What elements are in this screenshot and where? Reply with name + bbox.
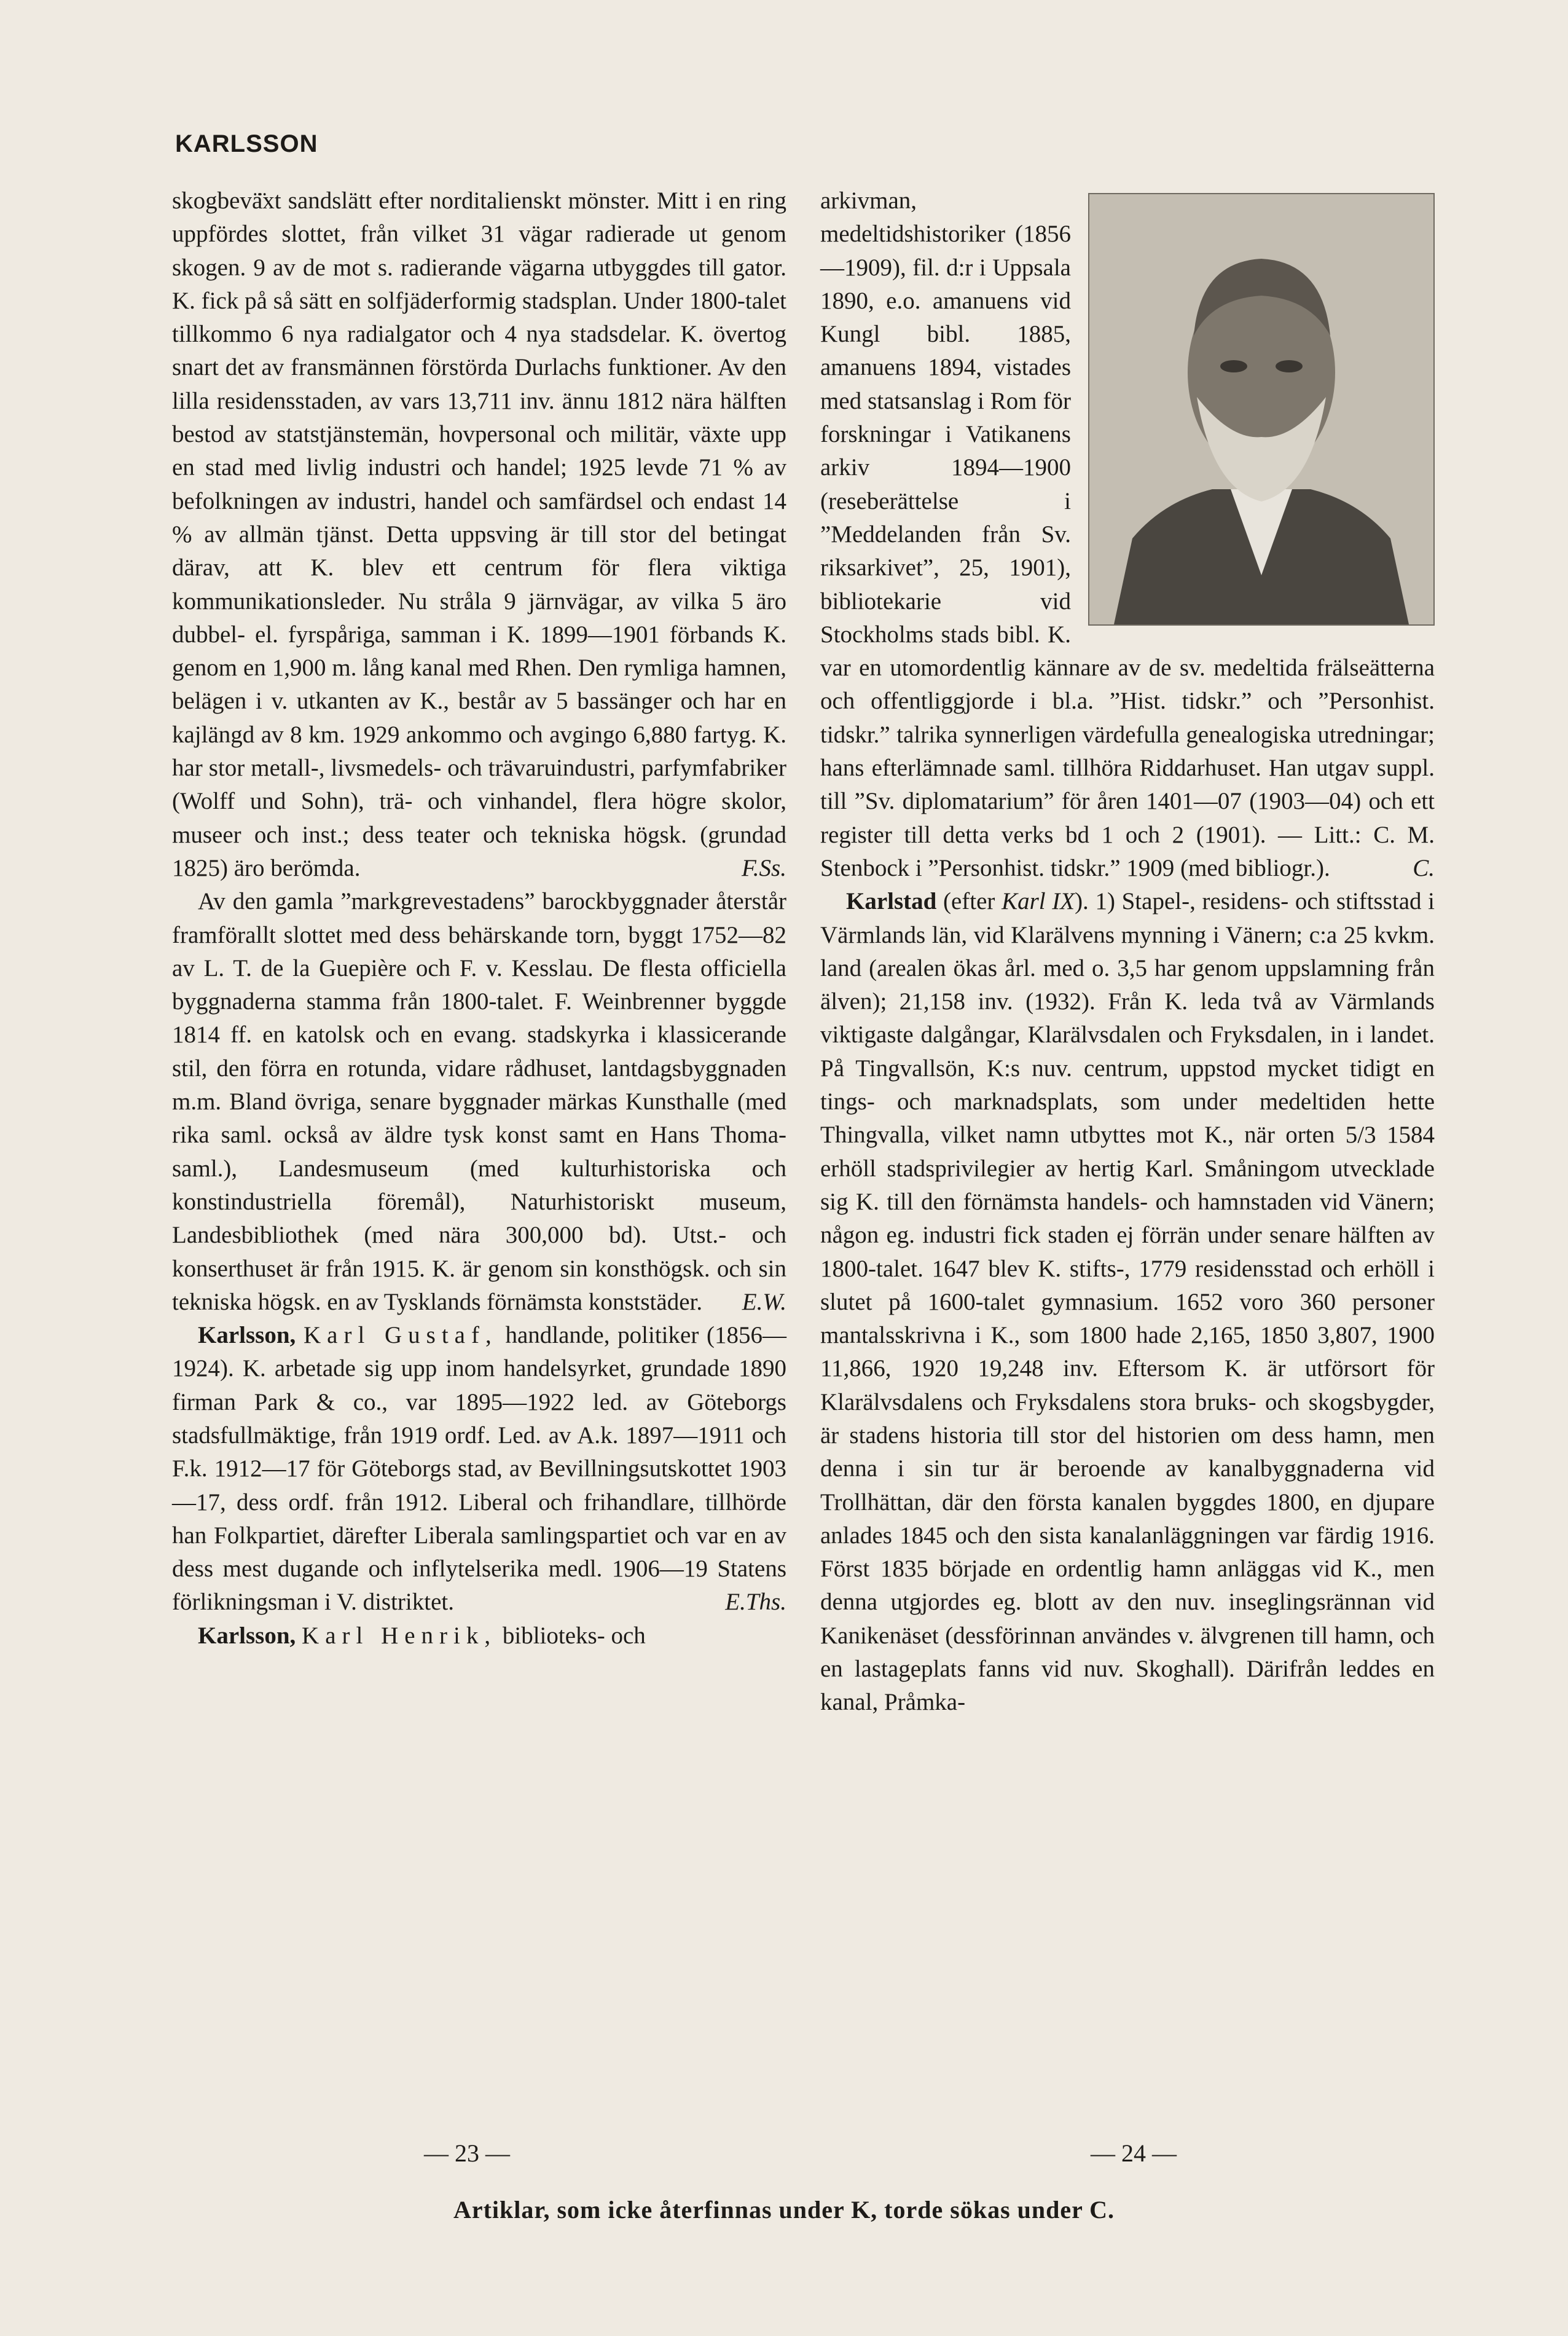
article-karlstad — [820, 885, 1435, 1719]
page-number-right: — 24 — — [1091, 2139, 1177, 2167]
running-header: KARLSSON — [175, 130, 318, 157]
entry-name: Karl Gustaf, — [304, 1322, 498, 1349]
article-karlsruhe-architecture — [172, 885, 786, 1319]
etymology-name: Karl IX — [1002, 888, 1075, 915]
author-signature: E.Ths. — [725, 1589, 786, 1616]
article-karlsson-karl-henrik-continued — [820, 184, 1435, 885]
author-signature: C. — [1413, 854, 1435, 881]
page-number-left: — 23 — — [424, 2139, 510, 2167]
paragraph-text: handlande, politiker (1856—1924). K. arbetade sig upp inom handelsyrket, grundade 1890 firman Park & co., var 1895—1922 led. av Göteborgs stadsfullmäktige, från 1919 ordf. Led. av A.k. 1897—1911 och F.k. 1912—17 för Göteborgs stad, av Bevillningsutskottet 1903—17, dess ordf. från 1912. Liberal och frihandlare, tillhörde han Folkpartiet, därefter Liberala samlingspartiet och var en av dess mest dugande och inflytelserika medl. 1906—19 Statens förlikningsman i V. distriktet. — [172, 1322, 787, 1616]
author-signature: F.Ss. — [742, 854, 786, 881]
portrait-figure — [1089, 194, 1433, 624]
portrait-photo — [1088, 193, 1435, 626]
etymology-open: (efter — [943, 888, 995, 915]
paragraph-text: Av den gamla ”markgrevestadens” barockbyggnader återstår framförallt slottet med dess behärskande torn, byggt 1752—82 av L. T. de la Guepière och F. v. Kesslau. De flesta officiella byggnaderna stamma från 1800-talet. F. Weinbrenner byggde 1814 ff. en katolsk och en evang. stadskyrka i klassicerande stil, den förra en rotunda, vidare rådhuset, lantdagsbyggnaden m.m. Bland övriga, senare byggnader märkas Kunsthalle (med rika saml. också av äldre tysk konst samt en Hans Thoma-saml.), Landesmuseum (med kulturhistoriska och konstindustriella föremål), Naturhistoriskt museum, Landesbibliothek (med nära 300,000 bd). Utst.- och konserthuset är från 1915. K. är genom sin konsthögsk. och sin tekniska högsk. en av Tysklands förnämsta konststäder. — [172, 888, 786, 1315]
entry-headword: Karlsson, — [198, 1322, 296, 1349]
footer-note: Artiklar, som icke återfinnas under K, torde sökas under C. — [453, 2196, 1115, 2224]
author-signature: E.W. — [742, 1288, 786, 1315]
paragraph-text: biblioteks- och — [502, 1622, 646, 1649]
entry-name: Karl Henrik, — [302, 1622, 497, 1649]
paragraph-text: 1) Stapel-, residens- och stiftsstad i Värmlands län, vid Klarälvens mynning i Vänern; c:a 25 kvkm. land (arealen ökas årl. med o. 3,5 har genom uppslamning från älven); 21,158 inv. (1932). Från K. leda två av Värmlands viktigaste dalgångar, Klarälvsdalen och Fryksdalen, in i landet. På Tingvallsön, K:s nuv. centrum, uppstod mycket tidigt en tings- och marknadsplats, som under medeltiden hette Thingvalla, vilket namn utbyttes mot K., när orten 5/3 1584 erhöll stadsprivilegier av hertig Karl. Småningom utvecklade sig K. till den förnämsta handels- och hamnstaden vid Vänern; någon eg. industri fick staden ej förrän under senare hälften av 1800-talet. 1647 blev K. stifts-, 1779 residensstad och erhöll i slutet på 1600-talet gymnasium. 1652 voro 360 personer mantalsskrivna i K., som 1800 hade 2,165, 1850 3,807, 1900 11,866, 1920 19,248 inv. Eftersom K. är utförsort för Klarälvsdalens och Fryksdalens stora bruks- och skogsbygder, är stadens historia till stor del historien om dess hamn, men denna i sin tur är beroende av kanalbyggnaderna vid Trollhättan, där den första kanalen byggdes 1800, en djupare anlades 1845 och den sista kanalanläggningen var färdig 1916. Först 1835 började en ordentlig hamn anläggas vid K., men denna utgjordes eg. blott av den nuv. inseglingsrännan vid Kanikenäset (dessförinnan användes v. älvgrenen till hamn, och en lastageplats fanns vid nuv. Skoghall). Därifrån leddes en kanal, Pråmka- — [820, 888, 1435, 1716]
article-karlsson-karl-gustaf — [172, 1319, 786, 1619]
etymology-close: ). — [1075, 888, 1089, 915]
left-column — [172, 184, 786, 1653]
entry-headword: Karlsson, — [198, 1622, 296, 1649]
article-karlsson-karl-henrik — [172, 1619, 786, 1653]
article-karlsruhe-continued — [172, 184, 786, 885]
entry-headword: Karlstad — [846, 888, 937, 915]
paragraph-text: arkivman, medeltidshistoriker (1856—1909), fil. d:r i Uppsala 1890, e.o. amanuens vid Kungl bibl. 1885, amanuens 1894, vistades med statsanslag i Rom för forskningar i Vatikanens arkiv 1894—1900 (reseberättelse i ”Meddelanden från Sv. riksarkivet”, 25, 1901), bibliotekarie vid Stockholms stads bibl. K. var en utomordentlig kännare av de sv. medeltida frälseätterna och offentliggjorde i bl.a. ”Hist. tidskr.” och ”Personhist. tidskr.” talrika synnerligen värdefulla genealogiska utredningar; hans efterlämnade saml. tillhöra Riddarhuset. Han utgav suppl. till ”Sv. diplomatarium” för åren 1401—07 (1903—04) och ett register till detta verks bd 1 och 2 (1901). — Litt.: C. M. Stenbock i ”Personhist. tidskr.” 1909 (med bibliogr.). — [820, 187, 1435, 881]
paragraph-text: skogbevä̈xt sandslätt efter norditalienskt mönster. Mitt i en ring uppfördes slottet, från vilket 31 vägar radierade ut genom skogen. 9 av de mot s. radierande vägarna utbyggdes till gator. K. fick på så sätt en solfjäderformig stadsplan. Under 1800-talet tillkommo 6 nya radialgator och 4 nya stadsdelar. K. övertog snart det av fransmännen förstörda Durlachs funktioner. Av den lilla residensstaden, av vars 13,711 inv. ännu 1812 nära hälften bestod av statstjänstemän, hovpersonal och militär, växte upp en stad med livlig industri och handel; 1925 levde 71 % av befolkningen av industri, handel och samfärdsel och endast 14 % av allmän tjänst. Detta uppsving är till stor del betingat därav, att K. blev ett centrum för flera viktiga kommunikationsleder. Nu stråla 9 järnvägar, av vilka 5 äro dubbel- el. fyrspåriga, samman i K. 1899—1901 förbands K. genom en 1,900 m. lång kanal med Rhen. Den rymliga hamnen, belägen i v. utkanten av K., består av 5 bassänger och har en kajlängd av 8 km. 1929 ankommo och avgingo 6,880 fartyg. K. har stor metall-, livsmedels- och trävaruindustri, parfymfabriker (Wolff und Sohn), trä- och vinhandel, flera högre skolor, museer och inst.; dess teater och tekniska högsk. (grundad 1825) äro berömda. — [172, 187, 786, 881]
right-column — [820, 184, 1435, 1720]
